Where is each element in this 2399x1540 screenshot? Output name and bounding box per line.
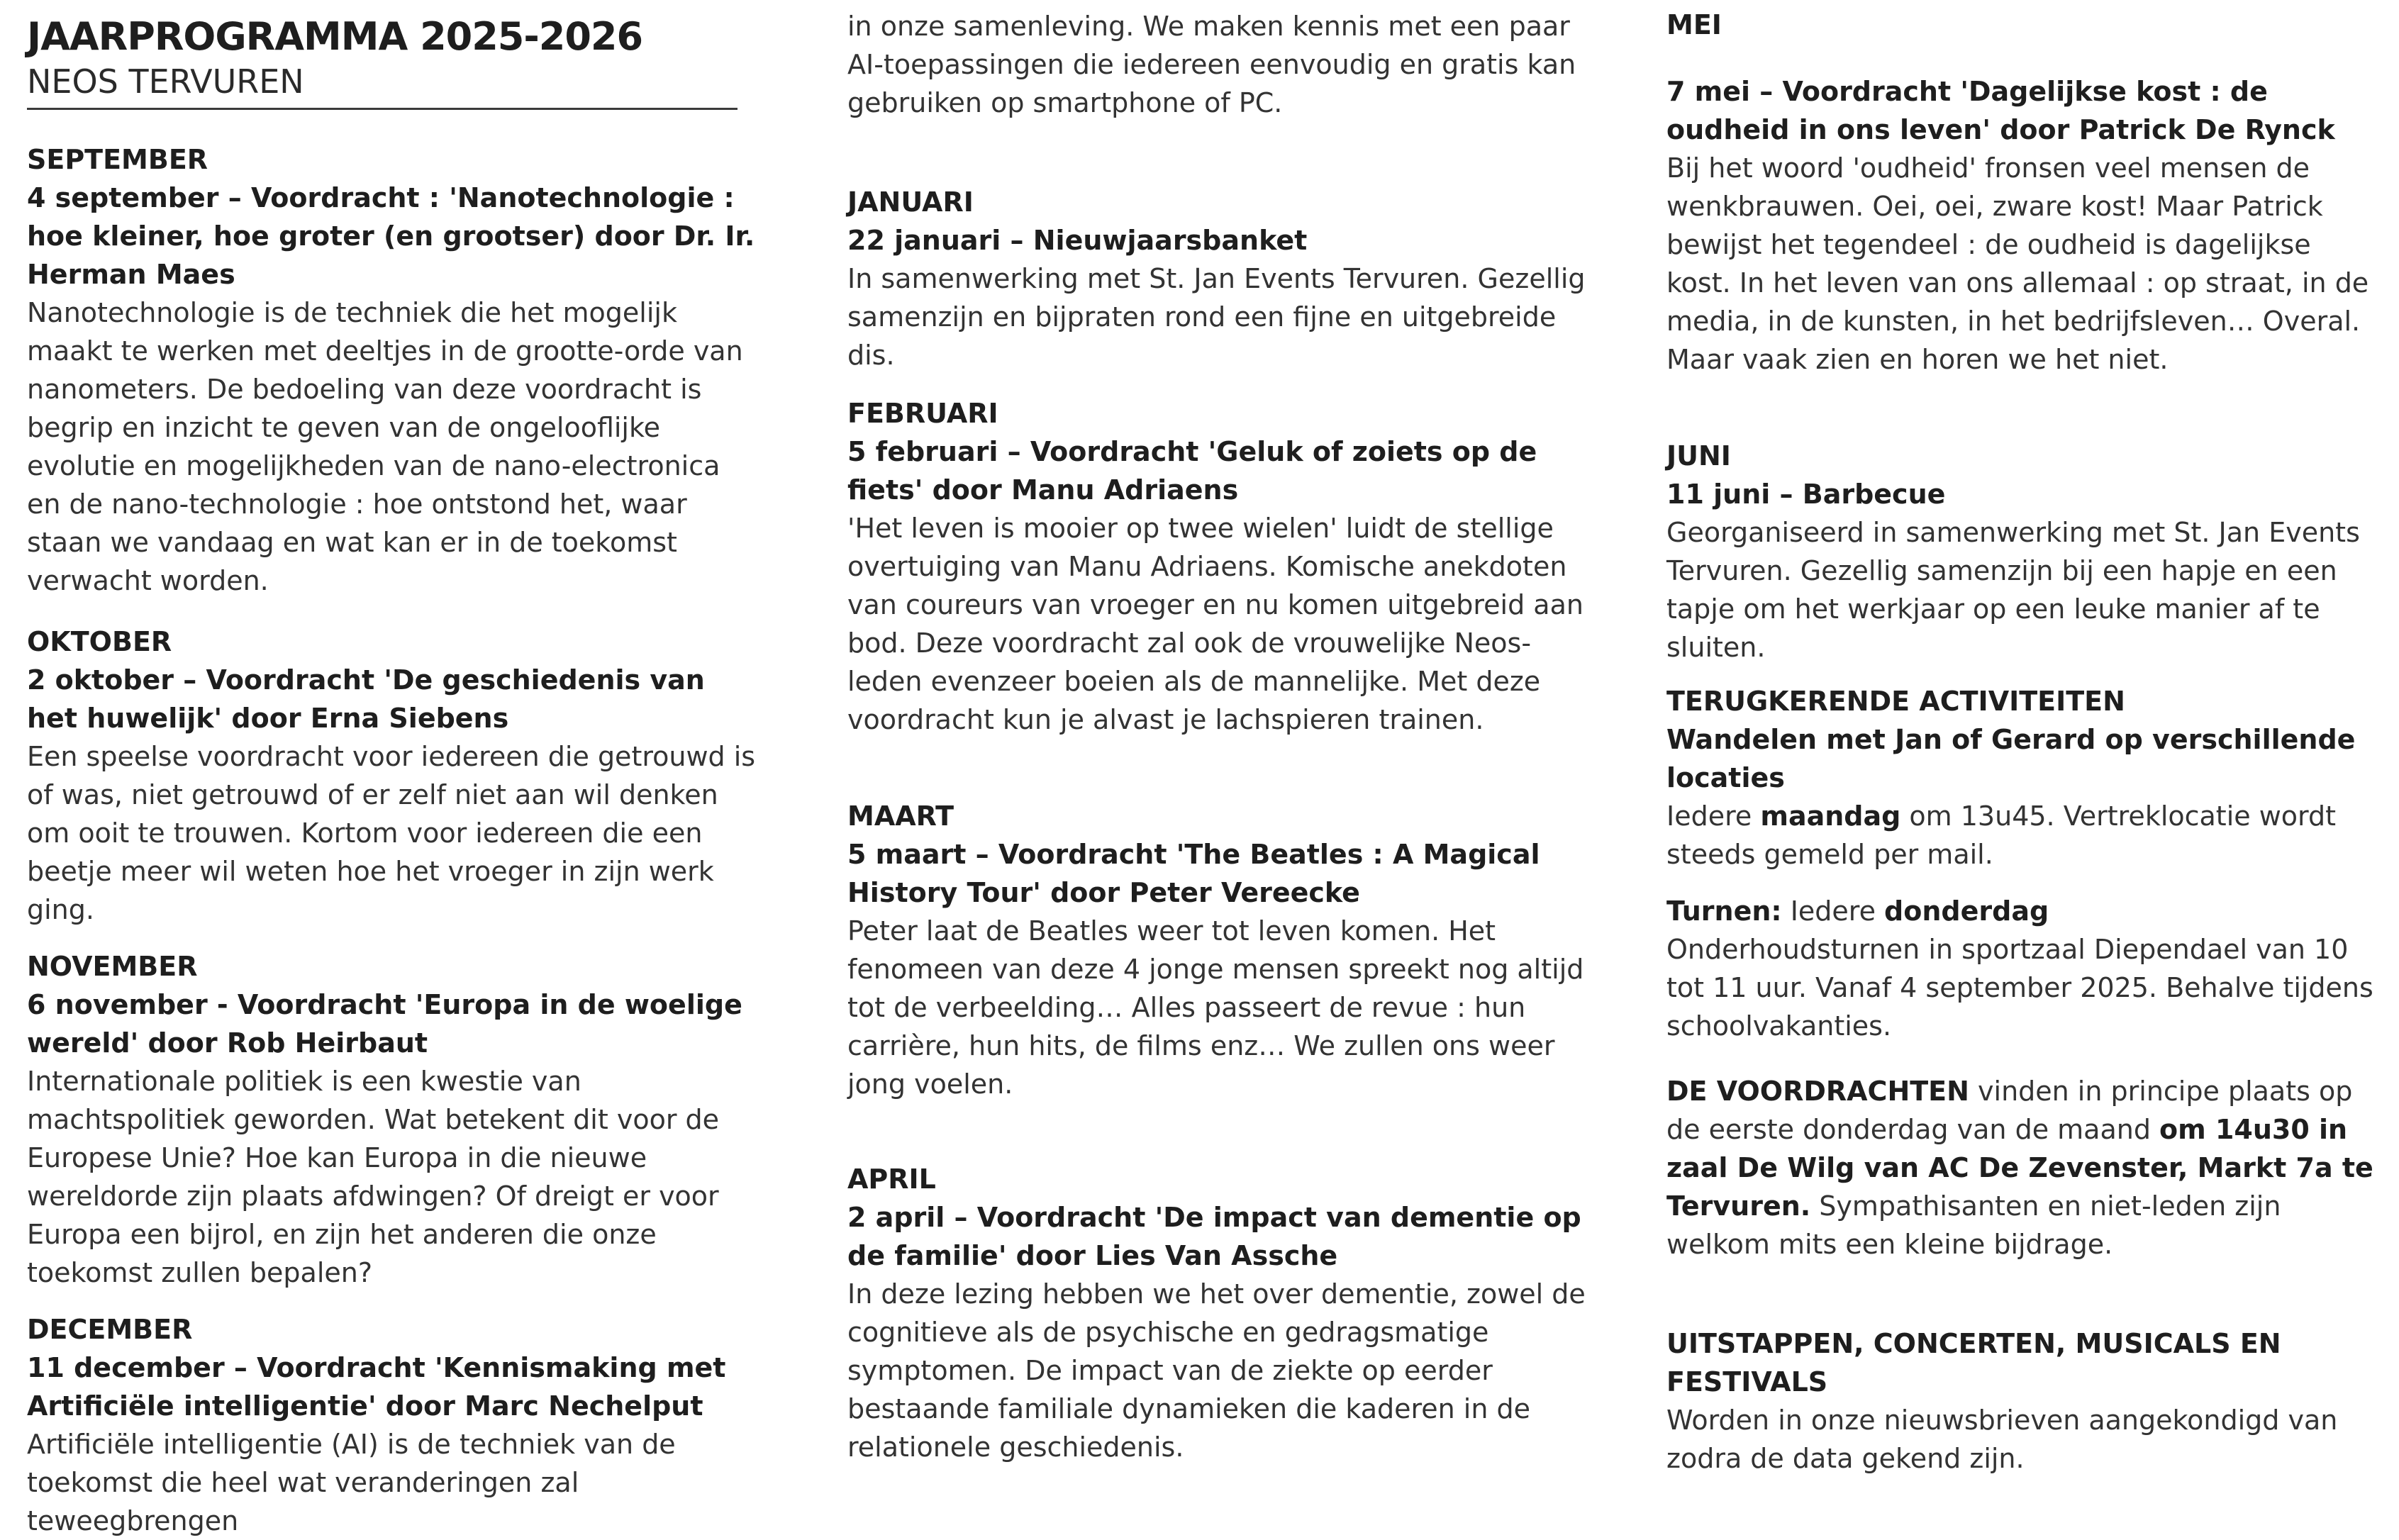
month-heading: DECEMBER <box>27 1314 193 1345</box>
section-maart <box>847 797 1592 1103</box>
section-januari <box>847 183 1592 374</box>
title-divider <box>27 108 737 110</box>
section-uitstappen <box>1666 1324 2383 1478</box>
gym-description: Onderhoudsturnen in sportzaal Diependael van 10 tot 11 uur. Vanaf 4 september 2025. Behalve tijdens schoolvakanties. <box>1666 934 2373 1042</box>
month-heading: JANUARI <box>847 186 974 218</box>
gym-line: Turnen: Iedere donderdag <box>1666 895 2049 927</box>
walk-title: Wandelen met Jan of Gerard op verschillende locaties <box>1666 724 2356 793</box>
event-description: Internationale politiek is een kwestie van machtspolitiek geworden. Wat betekent dit voor de Europese Unie? Hoe kan Europa in die nieuwe wereldorde zijn plaats afdwingen? Of dreigt er voor Europa een bijrol, en zijn het anderen die onze toekomst zullen bepalen? <box>27 1066 720 1288</box>
month-heading: JUNI <box>1666 440 1731 472</box>
event-description: In deze lezing hebben we het over dementie, zowel de cognitieve als de psychische en gedragsmatige symptomen. De impact van de ziekte op eerder bestaande familiale dynamieken die kaderen in de relationele geschiedenis. <box>847 1278 1586 1463</box>
event-description: Nanotechnologie is de techniek die het mogelijk maakt te werken met deeltjes in de grootte-orde van nanometers. De bedoeling van deze voordracht is begrip en inzicht te geven van de ongelooflijke evolutie en mogelijkheden van de nano-electronica en de nano-technologie : hoe ontstond het, waar staan we vandaag en wat kan er in de toekomst verwacht worden. <box>27 297 743 596</box>
month-heading: NOVEMBER <box>27 951 198 982</box>
section-december-continued <box>847 7 1592 122</box>
event-description: Een speelse voordracht voor iedereen die getrouwd is of was, niet getrouwd of er zelf niet aan wil denken om ooit te trouwen. Kortom voor iedereen die een beetje meer wil weten hoe het vroeger in zijn werk ging. <box>27 741 756 925</box>
column-1 <box>27 0 757 1536</box>
section-september <box>27 140 757 600</box>
event-title: 22 januari – Nieuwjaarsbanket <box>847 225 1308 256</box>
event-description: In samenwerking met St. Jan Events Tervuren. Gezellig samenzijn en bijpraten rond een fijne en uitgebreide dis. <box>847 263 1586 371</box>
event-title: 2 april – Voordracht 'De impact van dementie op de familie' door Lies Van Assche <box>847 1202 1581 1271</box>
event-description: Peter laat de Beatles weer tot leven komen. Het fenomeen van deze 4 jonge mensen spreekt nog altijd tot de verbeelding… Alles passeert de revue : hun carrière, hun hits, de films enz… We zullen ons weer jong voelen. <box>847 915 1584 1100</box>
event-title: 11 december – Voordracht 'Kennismaking met Artificiële intelligentie' door Marc Nechelput <box>27 1352 726 1422</box>
event-title: 6 november - Voordracht 'Europa in de woelige wereld' door Rob Heirbaut <box>27 989 742 1059</box>
section-november <box>27 947 757 1292</box>
voordrachten-info: DE VOORDRACHTEN vinden in principe plaats op de eerste donderdag van de maand om 14u30 in zaal De Wilg van AC De Zevenster, Markt 7a te Tervuren. Sympathisanten en niet-leden zijn welkom mits een kleine bijdrage. <box>1666 1076 2373 1260</box>
event-description: Artificiële intelligentie (AI) is de techniek van de toekomst die heel wat veranderingen zal teweegbrengen <box>27 1429 676 1536</box>
event-title: 11 juni – Barbecue <box>1666 479 1946 510</box>
section-heading: TERUGKERENDE ACTIVITEITEN <box>1666 686 2125 717</box>
month-heading: APRIL <box>847 1164 936 1195</box>
month-heading: MEI <box>1666 9 1722 40</box>
uitstappen-description: Worden in onze nieuwsbrieven aangekondigd van zodra de data gekend zijn. <box>1666 1405 2338 1474</box>
event-description: Georganiseerd in samenwerking met St. Jan Events Tervuren. Gezellig samenzijn bij een hapje en een tapje om het werkjaar op een leuke manier af te sluiten. <box>1666 517 2360 663</box>
page-title: JAARPROGRAMMA 2025-2026 <box>27 14 643 59</box>
event-description: 'Het leven is mooier op twee wielen' luidt de stellige overtuiging van Manu Adriaens. Komische anekdoten van coureurs van vroeger en nu komen uitgebreid aan bod. Deze voordracht zal ook de vrouwelijke Neos-leden evenzeer boeien als de mannelijke. Met deze voordracht kun je alvast je lachspieren trainen. <box>847 513 1583 735</box>
section-terugkerende-activiteiten <box>1666 682 2383 1045</box>
event-title: 7 mei – Voordracht 'Dagelijkse kost : de oudheid in ons leven' door Patrick De Rynck <box>1666 76 2335 145</box>
event-title: 5 maart – Voordracht 'The Beatles : A Magical History Tour' door Peter Vereecke <box>847 839 1540 908</box>
section-heading: UITSTAPPEN, CONCERTEN, MUSICALS EN FESTIVALS <box>1666 1328 2281 1397</box>
walk-description: Iedere maandag om 13u45. Vertreklocatie wordt steeds gemeld per mail. <box>1666 800 2337 870</box>
event-title: 4 september – Voordracht : 'Nanotechnologie : hoe kleiner, hoe groter (en grootser) door Dr. Ir. Herman Maes <box>27 182 755 290</box>
section-december <box>27 1310 757 1540</box>
event-title: 2 oktober – Voordracht 'De geschiedenis van het huwelijk' door Erna Siebens <box>27 664 705 734</box>
section-juni <box>1666 437 2383 666</box>
section-mei <box>1666 6 2383 379</box>
event-description: Bij het woord 'oudheid' fronsen veel mensen de wenkbrauwen. Oei, oei, zware kost! Maar Patrick bewijst het tegendeel : de oudheid is dagelijkse kost. In het leven van ons allemaal : op straat, in de media, in de kunsten, in het bedrijfsleven… Overal. Maar vaak zien en horen we het niet. <box>1666 152 2369 375</box>
event-title: 5 februari – Voordracht 'Geluk of zoiets op de fiets' door Manu Adriaens <box>847 436 1537 506</box>
month-heading: SEPTEMBER <box>27 144 208 175</box>
section-oktober <box>27 623 757 929</box>
month-heading: MAART <box>847 800 954 832</box>
month-heading: FEBRUARI <box>847 398 998 429</box>
page-subtitle: NEOS TERVUREN <box>27 62 304 101</box>
month-heading: OKTOBER <box>27 626 172 657</box>
section-april <box>847 1160 1592 1466</box>
section-februari <box>847 394 1592 739</box>
section-voordrachten <box>1666 1072 2383 1263</box>
event-description: in onze samenleving. We maken kennis met een paar AI-toepassingen die iedereen eenvoudig en gratis kan gebruiken op smartphone of PC. <box>847 11 1576 118</box>
